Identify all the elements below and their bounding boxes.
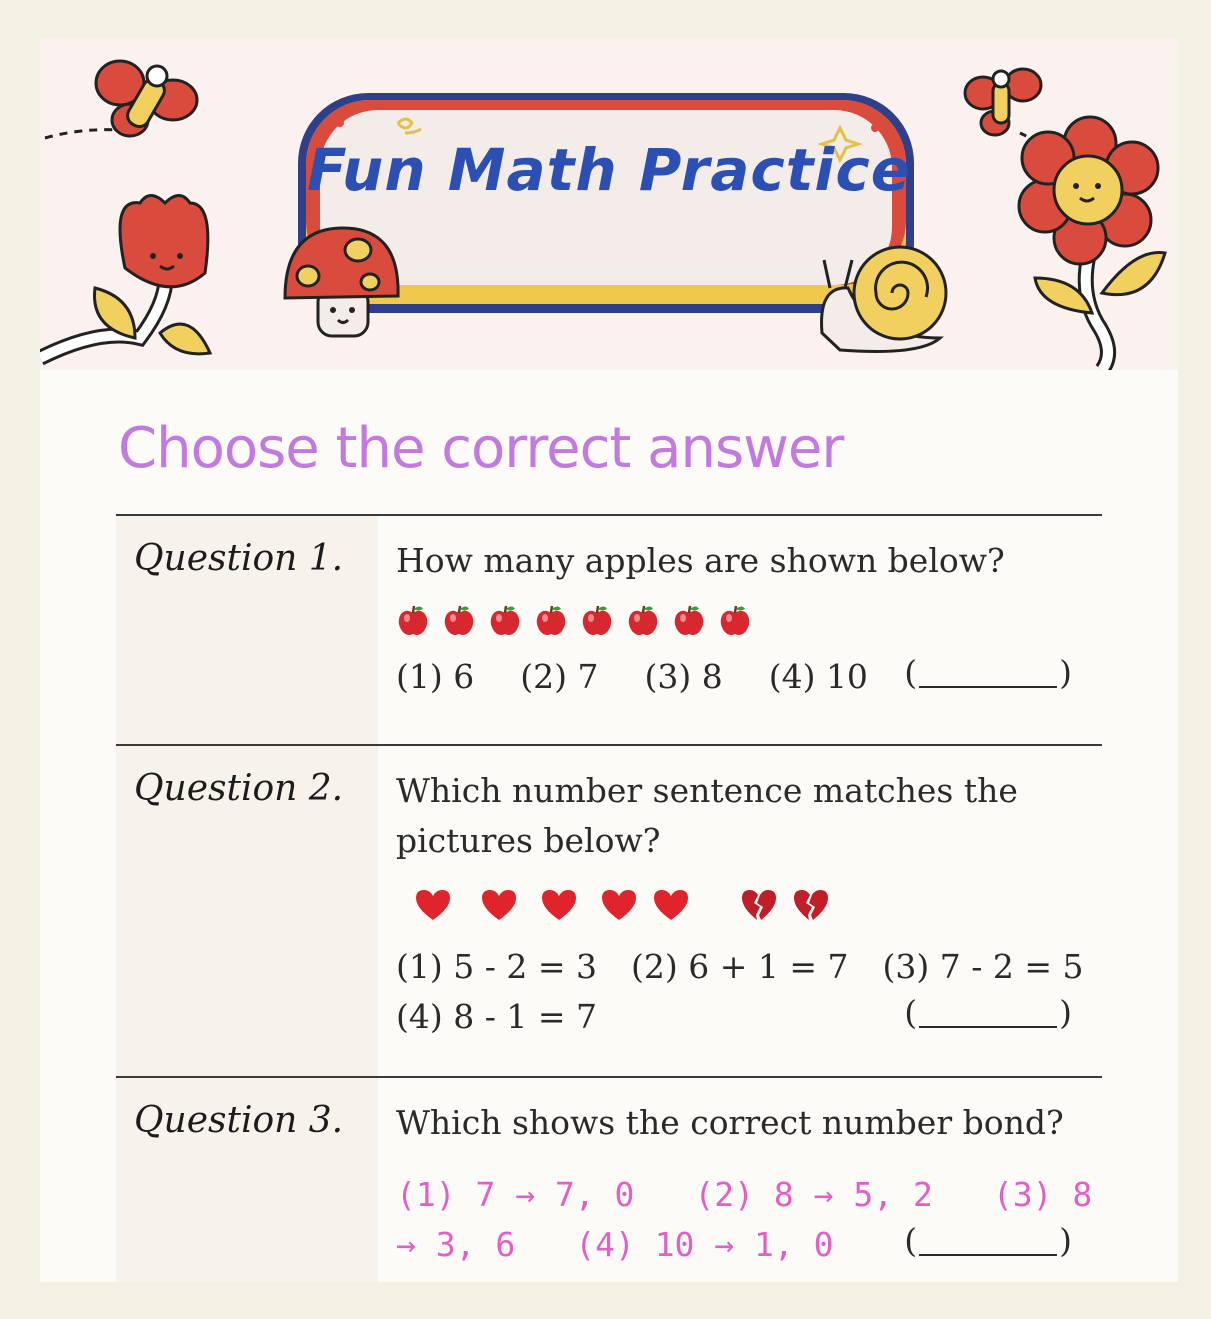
question-label: Question 1. xyxy=(134,538,344,579)
question-label-cell xyxy=(116,516,378,744)
questions-table xyxy=(116,514,1102,1282)
question-label-cell xyxy=(116,1078,378,1282)
answer-choices-line-1 xyxy=(396,1170,1093,1220)
answer-blank[interactable]: ( ) xyxy=(904,993,1072,1032)
apple-row xyxy=(396,604,1082,638)
apple-icon xyxy=(672,604,706,638)
apple-icon xyxy=(626,604,660,638)
heart-icon xyxy=(600,888,638,922)
apple-icon xyxy=(442,604,476,638)
broken-heart-icon xyxy=(740,888,778,922)
question-row-1 xyxy=(116,514,1102,744)
choice-2[interactable]: (2) 7 xyxy=(520,657,599,696)
answer-choices-line-2 xyxy=(396,992,1082,1042)
question-body xyxy=(396,516,1102,702)
answer-blank[interactable]: ( ) xyxy=(904,1221,1072,1260)
butterfly-icon xyxy=(96,61,197,136)
heart-icon xyxy=(540,888,578,922)
heart-icon xyxy=(480,888,518,922)
question-prompt: Which shows the correct number bond? xyxy=(396,1103,1064,1142)
worksheet-card xyxy=(40,38,1178,1282)
answer-choices xyxy=(396,652,1082,702)
mushroom-icon xyxy=(285,228,398,336)
question-prompt-line-1: Which number sentence matches the xyxy=(396,771,1018,810)
choice-3[interactable]: (3) 8 xyxy=(992,1175,1093,1214)
choice-3[interactable]: (3) 8 xyxy=(644,657,723,696)
question-prompt: How many apples are shown below? xyxy=(396,541,1005,580)
choice-2[interactable]: (2) 8 → 5, 2 xyxy=(694,1175,933,1214)
choice-1[interactable]: (1) 7 → 7, 0 xyxy=(396,1175,635,1214)
choice-3[interactable]: (3) 7 - 2 = 5 xyxy=(882,947,1084,986)
apple-icon xyxy=(580,604,614,638)
tulip-icon xyxy=(40,196,210,359)
question-prompt-line-2: pictures below? xyxy=(396,821,661,860)
choice-4[interactable]: (4) 10 → 1, 0 xyxy=(575,1225,834,1264)
question-body xyxy=(396,746,1102,1042)
choice-3-continued[interactable]: → 3, 6 xyxy=(396,1225,516,1264)
heart-icon xyxy=(652,888,690,922)
question-label-cell xyxy=(116,746,378,1076)
answer-choices-line-2 xyxy=(396,1220,1082,1270)
heart-row xyxy=(414,888,1082,922)
choice-1[interactable]: (1) 5 - 2 = 3 xyxy=(396,947,597,986)
answer-line[interactable] xyxy=(919,1222,1057,1256)
apple-icon xyxy=(396,604,430,638)
question-label: Question 3. xyxy=(134,1100,344,1141)
question-row-2 xyxy=(116,744,1102,1076)
apple-icon xyxy=(488,604,522,638)
answer-choices-line-1 xyxy=(396,942,1082,992)
question-label: Question 2. xyxy=(134,768,344,809)
choice-4[interactable]: (4) 8 - 1 = 7 xyxy=(396,997,597,1036)
question-row-3 xyxy=(116,1076,1102,1282)
choice-1[interactable]: (1) 6 xyxy=(396,657,475,696)
answer-blank[interactable]: ( ) xyxy=(904,653,1072,692)
answer-line[interactable] xyxy=(919,654,1057,688)
heart-icon xyxy=(414,888,452,922)
apple-icon xyxy=(718,604,752,638)
header-banner xyxy=(40,38,1178,370)
choice-4[interactable]: (4) 10 xyxy=(768,657,868,696)
instruction-heading: Choose the correct answer xyxy=(118,416,844,481)
choice-2[interactable]: (2) 6 + 1 = 7 xyxy=(630,947,849,986)
header-illustration xyxy=(40,38,1178,370)
page-title: Fun Math Practice xyxy=(306,136,912,204)
question-body xyxy=(396,1078,1102,1270)
broken-heart-icon xyxy=(792,888,830,922)
apple-icon xyxy=(534,604,568,638)
answer-line[interactable] xyxy=(919,994,1057,1028)
